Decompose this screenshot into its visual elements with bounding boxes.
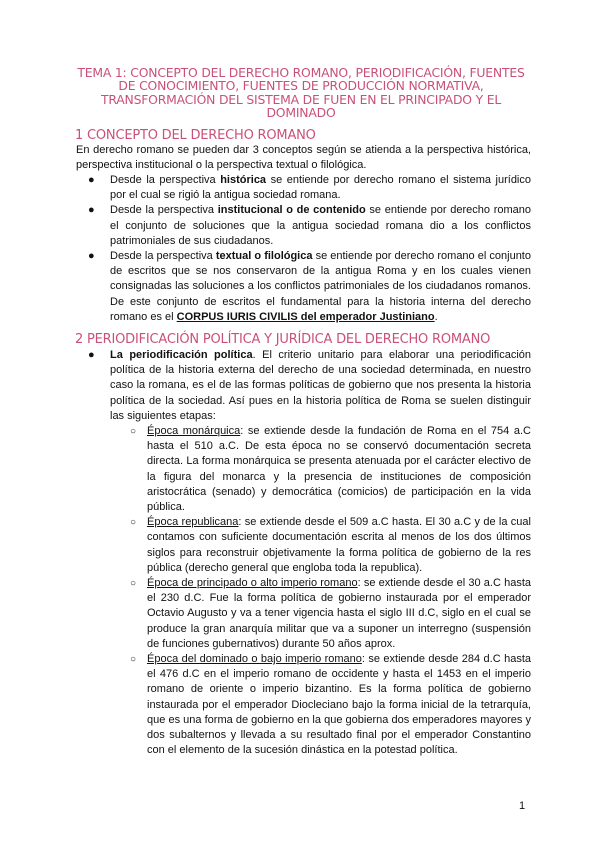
section-1-intro: En derecho romano se pueden dar 3 conceptos según se atienda a la perspectiva histórica, perspectiva institucional o la perspectiva textual o filológica. [76, 144, 531, 172]
list-item: ● Desde la perspectiva textual o filológica se entiende por derecho romano el conjunto de escritos que se nos conservaron de la antigua Roma y en los cuales vienen consignadas las soluciones a los conflictos patrimoniales de los ciudadanos romanos. De este conjunto de escritos el fundamental para la historia interna del derecho romano es el CORPUS IURIS CIVILIS del emperador Justiniano. [88, 250, 531, 323]
section-1-heading: 1 CONCEPTO DEL DERECHO ROMANO [75, 128, 316, 143]
corpus-iuris-link[interactable]: CORPUS IURIS CIVILIS del emperador Justiniano [176, 310, 435, 323]
circle-bullet-icon: ○ [130, 517, 137, 529]
circle-bullet-icon: ○ [130, 426, 137, 438]
bullet-icon: ● [88, 250, 95, 263]
list-item: ● La periodificación política. El criterio unitario para elaborar una periodificación política de la historia externa del derecho de una sociedad determinada, en nuestro caso la romana, es el de las formas políticas de gobierno que nos presenta la historia política de la sociedad. Así pues en la historia política de Roma se suelen distinguir las siguientes etapas: ○ Época monárquica: se extiende desde la fundación de Roma en el 754 a.C hasta el 510 a.C. De esta época no se conservó documentación secreta directa. La forma monárquica se presenta atenuada por el carácter electivo de la figura del monarca y la presencia de instituciones de composición aristocrática (senado) y democrática (comicios) de participación en la vida pública. ○ Época republicana: se extiende desde el 509 a.C hasta. El 30 a.C y de la cual contamos con suficiente documentación escrita al menos de los dos últimos siglos para reconstruir objetivamente la forma política de gobierno de la res pública (derecho general que engloba toda la republica). ○ Época de principado o alto imperio romano: se extiende desde el 30 a.C hasta el 230 d.C. Fue la forma política de gobierno instaurada por el emperador Octavio Augusto y va a tener vigencia hasta el siglo III d.C, siglo en el cual se produce la gran anarquía militar que va a suponer un interregno (suspensión de funciones gubernativos) durante 50 años aprox. ○ Época del dominado o bajo imperio romano: se extiende desde 284 d.C hasta el 476 d.C en el imperio romano de occidente y hasta el 1453 en el imperio romano de oriente o imperio bizantino. Es la forma política de gobierno instaurada por el emperador Diocleciano bajo la forma inicial de la tetrarquía, que es una forma de gobierno en la que gobierna dos emperadores mayores y dos subalternos y llevada a su resultado final por el emperador Constantino con el elemento de la sucesión dinástica en la potestad política. [0, 348, 531, 758]
epoch-label: Época de principado o alto imperio romano [147, 577, 358, 590]
list-item: ○ Época republicana: se extiende desde el 509 a.C hasta. El 30 a.C y de la cual contamos con suficiente documentación escrita al menos de los dos últimos siglos para reconstruir objetivamente la forma política de gobierno de la res pública (derecho general que engloba toda la republica). [130, 516, 531, 574]
epoch-label: Época del dominado o bajo imperio romano [147, 653, 362, 666]
epoch-label: Época republicana [147, 516, 239, 529]
list-item: ● Desde la perspectiva institucional o de contenido se entiende por derecho romano el conjunto de soluciones que la antigua sociedad romana dio a los conflictos patrimoniales de sus ciudadanos. [88, 204, 531, 247]
section-1-list [0, 173, 531, 325]
list-item: ● Desde la perspectiva histórica se entiende por derecho romano el sistema jurídico por el cual se rigió la antigua sociedad romana. [88, 174, 531, 202]
bold-term: histórica [220, 174, 267, 186]
bullet-icon: ● [88, 174, 95, 186]
list-item: ○ Época del dominado o bajo imperio romano: se extiende desde 284 d.C hasta el 476 d.C en el imperio romano de occidente y hasta el 1453 en el imperio romano de oriente o imperio bizantino. Es la forma política de gobierno instaurada por el emperador Diocleciano bajo la forma inicial de la tetrarquía, que es una forma de gobierno en la que gobierna dos emperadores mayores y dos subalternos y llevada a su resultado final por el emperador Constantino con el elemento de la sucesión dinástica en la potestad política. [130, 653, 531, 757]
bullet-icon: ● [88, 204, 95, 217]
epochs-list [110, 424, 531, 758]
list-item: ○ Época monárquica: se extiende desde la fundación de Roma en el 754 a.C hasta el 510 a.C. De esta época no se conservó documentación secreta directa. La forma monárquica se presenta atenuada por el carácter electivo de la figura del monarca y la presencia de instituciones de composición aristocrática (senado) y democrática (comicios) de participación en la vida pública. [130, 425, 531, 514]
section-2-list [0, 348, 531, 758]
section-2-heading: 2 PERIODIFICACIÓN POLÍTICA Y JURÍDICA DEL DERECHO ROMANO [75, 332, 491, 347]
page-number: 1 [519, 800, 526, 812]
circle-bullet-icon: ○ [130, 654, 137, 666]
bold-term: La periodificación política [110, 349, 253, 361]
epoch-label: Época monárquica [147, 425, 241, 438]
bullet-icon: ● [88, 349, 95, 361]
circle-bullet-icon: ○ [130, 578, 137, 590]
document-title: TEMA 1: CONCEPTO DEL DERECHO ROMANO, PERIODIFICACIÓN, FUENTES DE CONOCIMIENTO, FUENTES DE PRODUCCIÓN NORMATIVA, TRANSFORMACIÓN DEL SISTEMA DE FUEN EN EL PRINCIPADO Y EL DOMINADO [77, 65, 525, 121]
bold-term: textual o filológica [215, 250, 313, 263]
list-item: ○ Época de principado o alto imperio romano: se extiende desde el 30 a.C hasta el 230 d.C. Fue la forma política de gobierno instaurada por el emperador Octavio Augusto y va a tener vigencia hasta el siglo III d.C, siglo en el cual se produce la gran anarquía militar que va a suponer un interregno (suspensión de funciones gubernativos) durante 50 años aprox. [130, 577, 531, 650]
bold-term: institucional o de contenido [217, 204, 366, 217]
